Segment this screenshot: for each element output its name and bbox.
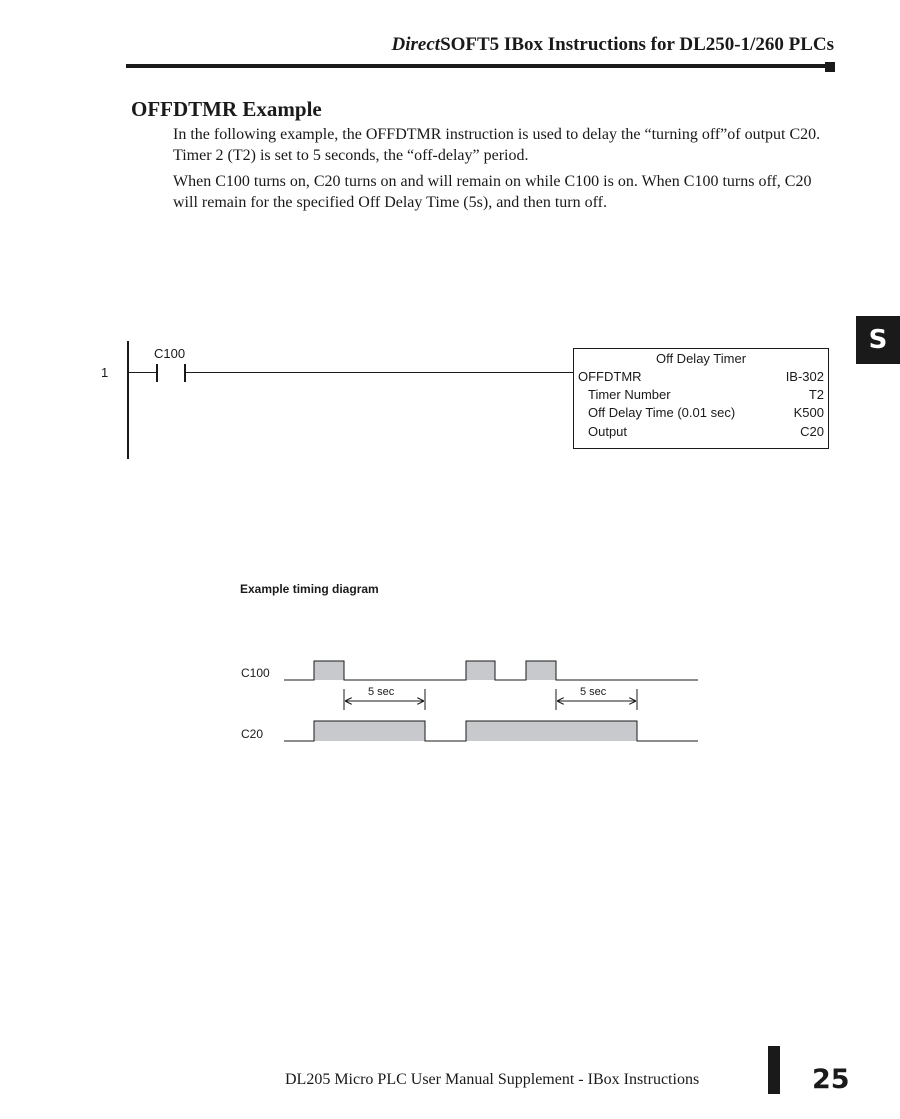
ibox-row-value: C20: [800, 424, 824, 439]
header-brand: Direct: [391, 34, 441, 55]
ibox-row-value: IB-302: [785, 369, 824, 384]
c100-pulse-3: [526, 661, 556, 680]
paragraph-behavior: When C100 turns on, C20 turns on and will remain on while C100 is on. When C100 turns off, C20 will remain for the specified Off Delay Time (5s), and then turn off.: [173, 173, 812, 211]
footer-bar: [768, 1046, 780, 1094]
signal-label-c20: C20: [241, 727, 264, 741]
timing-diagram-title: Example timing diagram: [240, 582, 379, 596]
header-title-rest: SOFT5 IBox Instructions for DL250-1/260 PLCs: [440, 34, 834, 55]
paragraph-intro: In the following example, the OFFDTMR instruction is used to delay the “turning off”of output C20. Timer 2 (T2) is set to 5 seconds, the “off-delay” period.: [173, 126, 821, 164]
ibox-row-value: T2: [808, 387, 824, 402]
ibox-title: Off Delay Timer: [655, 351, 747, 366]
signal-label-c100: C100: [241, 666, 270, 680]
ibox-row-label: Output: [588, 424, 628, 439]
section-title: OFFDTMR Example: [131, 97, 322, 121]
chapter-tab: S: [856, 316, 900, 364]
footer-text: DL205 Micro PLC User Manual Supplement - IBox Instructions: [285, 1071, 700, 1088]
ibox-row-value: K500: [793, 405, 824, 420]
c20-pulse-1: [314, 721, 425, 741]
page-number: 25: [812, 1064, 850, 1095]
rung-number: 1: [101, 365, 109, 380]
dimension-label-2: 5 sec: [580, 686, 607, 698]
contact-label: C100: [154, 346, 186, 361]
dimension-label-1: 5 sec: [368, 686, 395, 698]
ibox-row-label: OFFDTMR: [578, 369, 642, 384]
c100-pulse-1: [314, 661, 344, 680]
c20-pulse-2: [466, 721, 637, 741]
ibox-row-label: Timer Number: [588, 387, 671, 402]
c100-pulse-2: [466, 661, 495, 680]
ibox-row-label: Off Delay Time (0.01 sec): [588, 405, 736, 420]
